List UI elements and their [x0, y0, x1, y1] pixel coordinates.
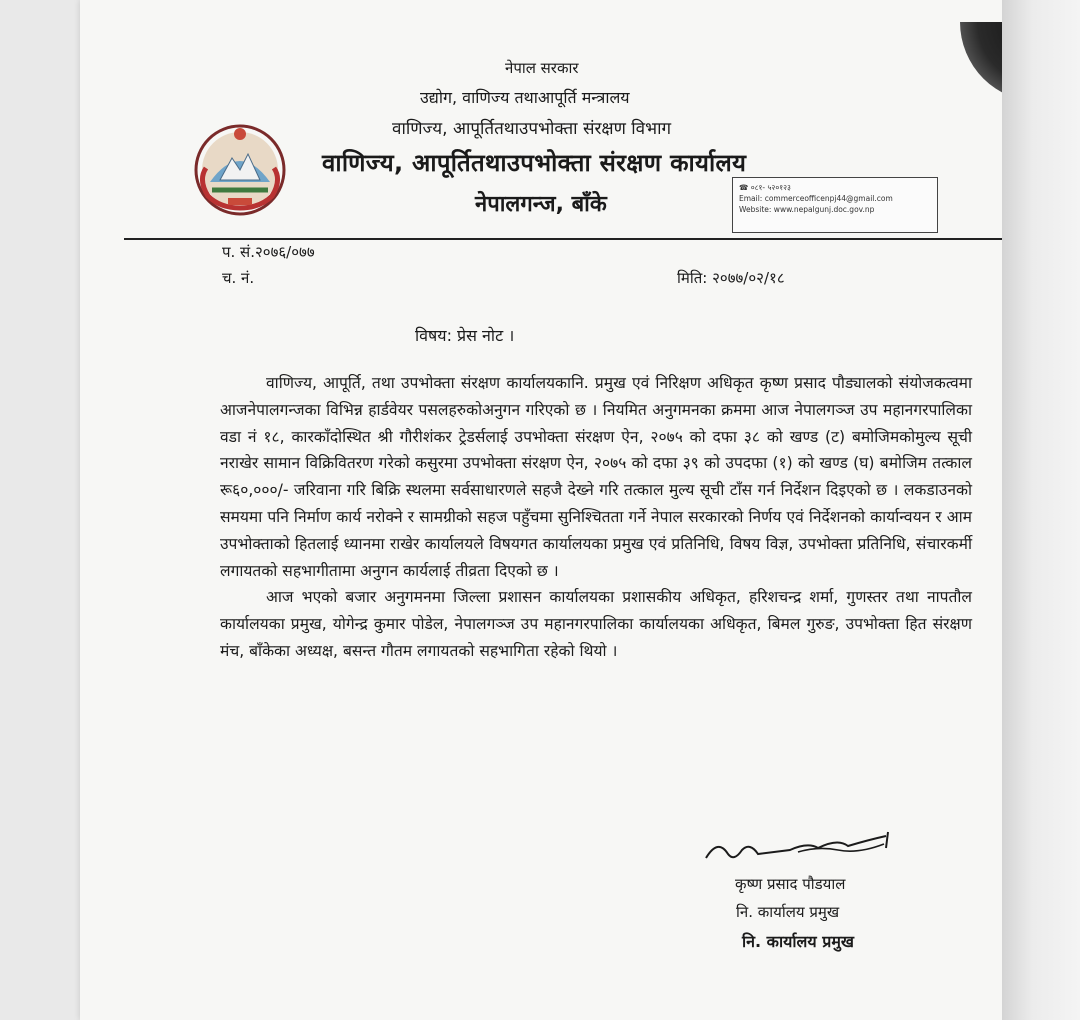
department-label: वाणिज्य, आपूर्तितथाउपभोक्ता संरक्षण विभाग: [392, 119, 672, 139]
nepal-emblem-icon: [190, 120, 290, 216]
page-edge-shadow: [1002, 0, 1080, 1020]
signatory-stamp: नि. कार्यालय प्रमुख: [742, 932, 854, 951]
letter-reference-number: प. सं.२०७६/०७७: [222, 243, 315, 261]
phone-line: ☎ ०८१- ५२०१२३: [739, 183, 791, 192]
signatory-name: कृष्ण प्रसाद पौडयाल: [735, 875, 846, 893]
handwritten-signature: [698, 828, 898, 870]
website-line: Website: www.nepalgunj.doc.gov.np: [739, 205, 875, 214]
signatory-title: नि. कार्यालय प्रमुख: [736, 903, 840, 921]
press-note-page: [80, 0, 1002, 1020]
office-location: नेपालगन्ज, बाँके: [475, 192, 607, 217]
office-title: वाणिज्य, आपूर्तितथाउपभोक्ता संरक्षण कार्यालय: [322, 149, 747, 177]
press-note-body: [220, 370, 972, 665]
letter-date: मिति: २०७७/०२/१८: [677, 269, 785, 287]
government-label: नेपाल सरकार: [505, 59, 579, 77]
subject-line: विषय: प्रेस नोट ।: [415, 326, 515, 345]
body-paragraph-2: आज भएको बजार अनुगमनमा जिल्ला प्रशासन कार्यालयका प्रशासकीय अधिकृत, हरिशचन्द्र शर्मा, गुणस्तर तथा नापतौल कार्यालयका प्रमुख, योगेन्द्र कुमार पोडेल, नेपालगञ्ज उप महानगरपालिका कार्यालयका अधिकृत, बिमल गुरुङ, उपभोक्ता हित संरक्षण मंच, बाँकेका अध्यक्ष, बसन्त गौतम लगायतको सहभागिता रहेको थियो ।: [220, 588, 972, 660]
email-line: Email: commerceofficenpj44@gmail.com: [739, 194, 893, 203]
body-paragraph-1: वाणिज्य, आपूर्ति, तथा उपभोक्ता संरक्षण कार्यालयकानि. प्रमुख एवं निरिक्षण अधिकृत कृष्ण प्रसाद पौड्यालको संयोजकत्वमा आजनेपालगन्जका विभिन्न हार्डवेयर पसलहरुकोअनुगन गरिएको छ । नियमित अनुगमनका क्रममा आज नेपालगञ्ज उप महानगरपालिका वडा नं १८, कारकाँदोस्थित श्री गौरीशंकर ट्रेडर्सलाई उपभोक्ता संरक्षण ऐन, २०७५ को दफा ३८ को खण्ड (ट) बमोजिमकोमुल्य सूची नराखेर सामान विक्रिवितरण गरेको कसुरमा उपभोक्ता संरक्षण ऐन, २०७५ को दफा ३९ को उपदफा (१) को खण्ड (घ) बमोजिम तत्काल रू६०,०००/- जरिवाना गरि बिक्रि स्थलमा सर्वसाधारणले सहजै देख्ने गरि तत्काल मुल्य सूची टाँस गर्न निर्देशन दिइएको छ । लकडाउनको समयमा पनि निर्माण कार्य नरोक्ने र सामग्रीको सहज पहुँचमा सुनिश्चितता गर्ने नेपाल सरकारको निर्णय एवं निर्देशनको कार्यान्वयन र आम उपभोक्ताको हितलाई ध्यानमा राखेर कार्यालयले विषयगत कार्यालयका प्रमुख एवं प्रतिनिधि, विषय विज्ञ, उपभोक्ता प्रतिनिधि, संचारकर्मी लगायतको सहभागीतामा अनुगन कार्यलाई तीव्रता दिएको छ ।: [220, 374, 972, 580]
ministry-label: उद्योग, वाणिज्य तथाआपूर्ति मन्त्रालय: [420, 88, 630, 107]
header-divider: [124, 238, 1004, 240]
dispatch-number: च. नं.: [222, 269, 255, 287]
contact-box: [732, 177, 938, 233]
letterhead: [80, 0, 1002, 240]
